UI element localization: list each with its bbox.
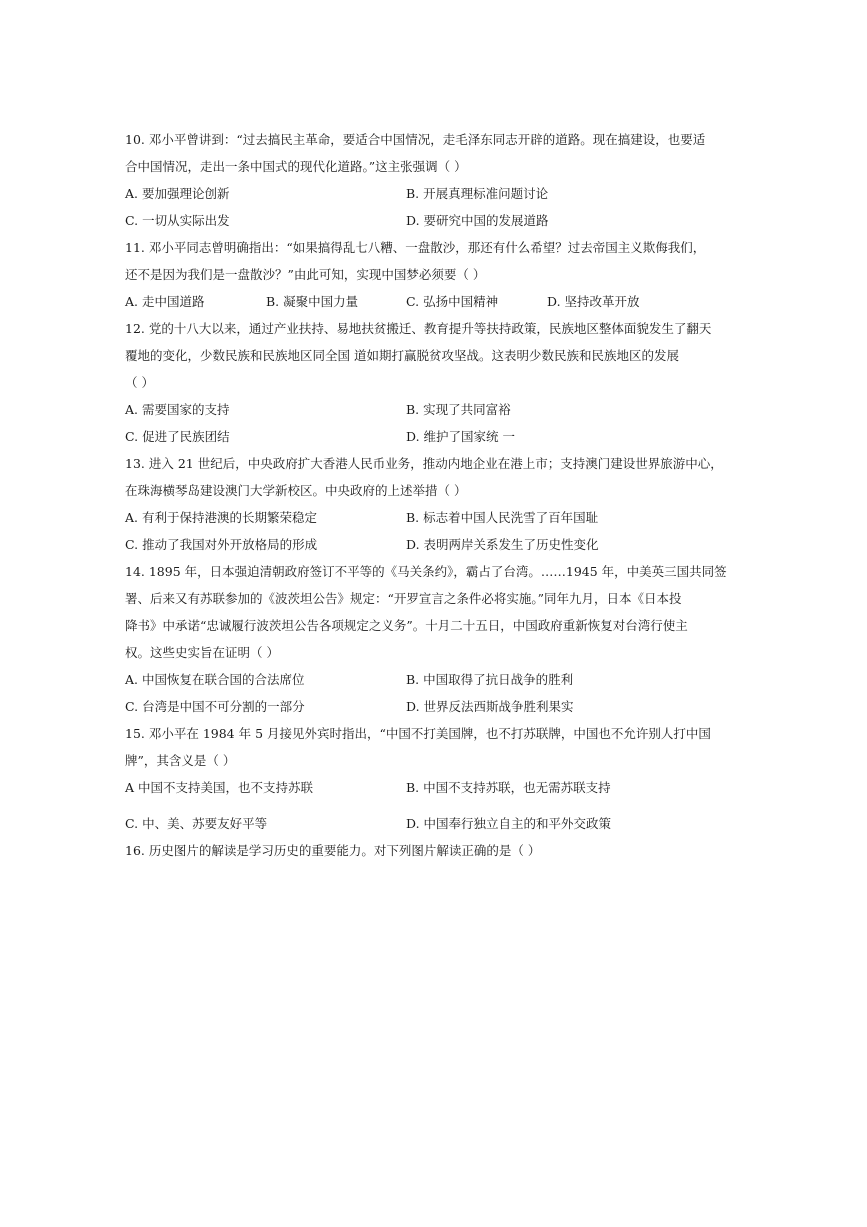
question-14-option-c[interactable]: C. 台湾是中国不可分割的一部分 — [125, 699, 305, 714]
question-14-stem-line-1: 14. 1895 年，日本强迫清朝政府签订不平等的《马关条约》，霸占了台湾。……1945 年，中美英三国共同签 — [125, 564, 727, 579]
question-11-stem-line-1: 11. 邓小平同志曾明确指出：“如果搞得乱七八糟、一盘散沙，那还有什么希望？过去帝国主义欺侮我们， — [125, 240, 706, 255]
question-16-stem-line-1: 16. 历史图片的解读是学习历史的重要能力。对下列图片解读正确的是（ ） — [125, 843, 541, 858]
question-10-option-c[interactable]: C. 一切从实际出发 — [125, 213, 230, 228]
question-10-stem-line-1: 10. 邓小平曾讲到：“过去搞民主革命，要适合中国情况，走毛泽东同志开辟的道路。现在搞建设，也要适 — [125, 132, 706, 147]
question-14-option-b[interactable]: B. 中国取得了抗日战争的胜利 — [406, 672, 574, 687]
question-14-option-a[interactable]: A. 中国恢复在联合国的合法席位 — [125, 672, 305, 687]
question-12-option-b[interactable]: B. 实现了共同富裕 — [406, 402, 511, 417]
question-10-option-a[interactable]: A. 要加强理论创新 — [125, 186, 230, 201]
question-13-option-b[interactable]: B. 标志着中国人民洗雪了百年国耻 — [406, 510, 599, 525]
question-13-option-c[interactable]: C. 推动了我国对外开放格局的形成 — [125, 537, 318, 552]
question-10-option-d[interactable]: D. 要研究中国的发展道路 — [406, 213, 549, 228]
question-10-stem-line-2: 合中国情况，走出一条中国式的现代化道路。”这主张强调（ ） — [125, 159, 467, 174]
question-12-stem-line-3: （ ） — [125, 375, 154, 390]
question-15-stem-line-2: 牌”，其含义是（ ） — [125, 753, 236, 768]
question-15-stem-line-1: 15. 邓小平在 1984 年 5 月接见外宾时指出，“中国不打美国牌，也不打苏联牌，中国也不允许别人打中国 — [125, 726, 711, 741]
question-14-stem-line-2: 署、后来又有苏联参加的《波茨坦公告》规定：“开罗宣言之条件必将实施。”同年九月，日本《日本投 — [125, 591, 682, 606]
question-11-option-b[interactable]: B. 凝聚中国力量 — [266, 294, 359, 309]
question-15-option-b[interactable]: B. 中国不支持苏联，也无需苏联支持 — [406, 780, 611, 795]
question-12-stem-line-2: 覆地的变化，少数民族和民族地区同全国 道如期打赢脱贫攻坚战。这表明少数民族和民族地区的发展 — [125, 348, 679, 363]
question-14-option-d[interactable]: D. 世界反法西斯战争胜利果实 — [406, 699, 574, 714]
question-12-option-a[interactable]: A. 需要国家的支持 — [125, 402, 230, 417]
question-13-option-a[interactable]: A. 有利于保持港澳的长期繁荣稳定 — [125, 510, 317, 525]
question-12-option-c[interactable]: C. 促进了民族团结 — [125, 429, 230, 444]
question-14-stem-line-4: 权。这些史实旨在证明（ ） — [125, 645, 279, 660]
question-14-stem-line-3: 降书》中承诺“忠诚履行波茨坦公告各项规定之义务”。十月二十五日，中国政府重新恢复对台湾行使主 — [125, 618, 688, 633]
question-13-stem-line-2: 在珠海横琴岛建设澳门大学新校区。中央政府的上述举措（ ） — [125, 483, 467, 498]
question-11-option-a[interactable]: A. 走中国道路 — [125, 294, 205, 309]
question-15-option-a[interactable]: A 中国不支持美国，也不支持苏联 — [125, 780, 314, 795]
question-11-option-c[interactable]: C. 弘扬中国精神 — [406, 294, 499, 309]
question-12-stem-line-1: 12. 党的十八大以来，通过产业扶持、易地扶贫搬迁、教育提升等扶持政策，民族地区整体面貌发生了翻天 — [125, 321, 712, 336]
question-15-option-c[interactable]: C. 中、美、苏要友好平等 — [125, 816, 268, 831]
question-13-option-d[interactable]: D. 表明两岸关系发生了历史性变化 — [406, 537, 599, 552]
question-11-stem-line-2: 还不是因为我们是一盘散沙？”由此可知，实现中国梦必须要（ ） — [125, 267, 486, 282]
question-15-option-d[interactable]: D. 中国奉行独立自主的和平外交政策 — [406, 816, 612, 831]
question-13-stem-line-1: 13. 进入 21 世纪后，中央政府扩大香港人民币业务，推动内地企业在港上市；支持澳门建设世界旅游中心， — [125, 456, 723, 471]
question-10-option-b[interactable]: B. 开展真理标准问题讨论 — [406, 186, 549, 201]
question-11-option-d[interactable]: D. 坚持改革开放 — [547, 294, 640, 309]
question-12-option-d[interactable]: D. 维护了国家统 一 — [406, 429, 515, 444]
